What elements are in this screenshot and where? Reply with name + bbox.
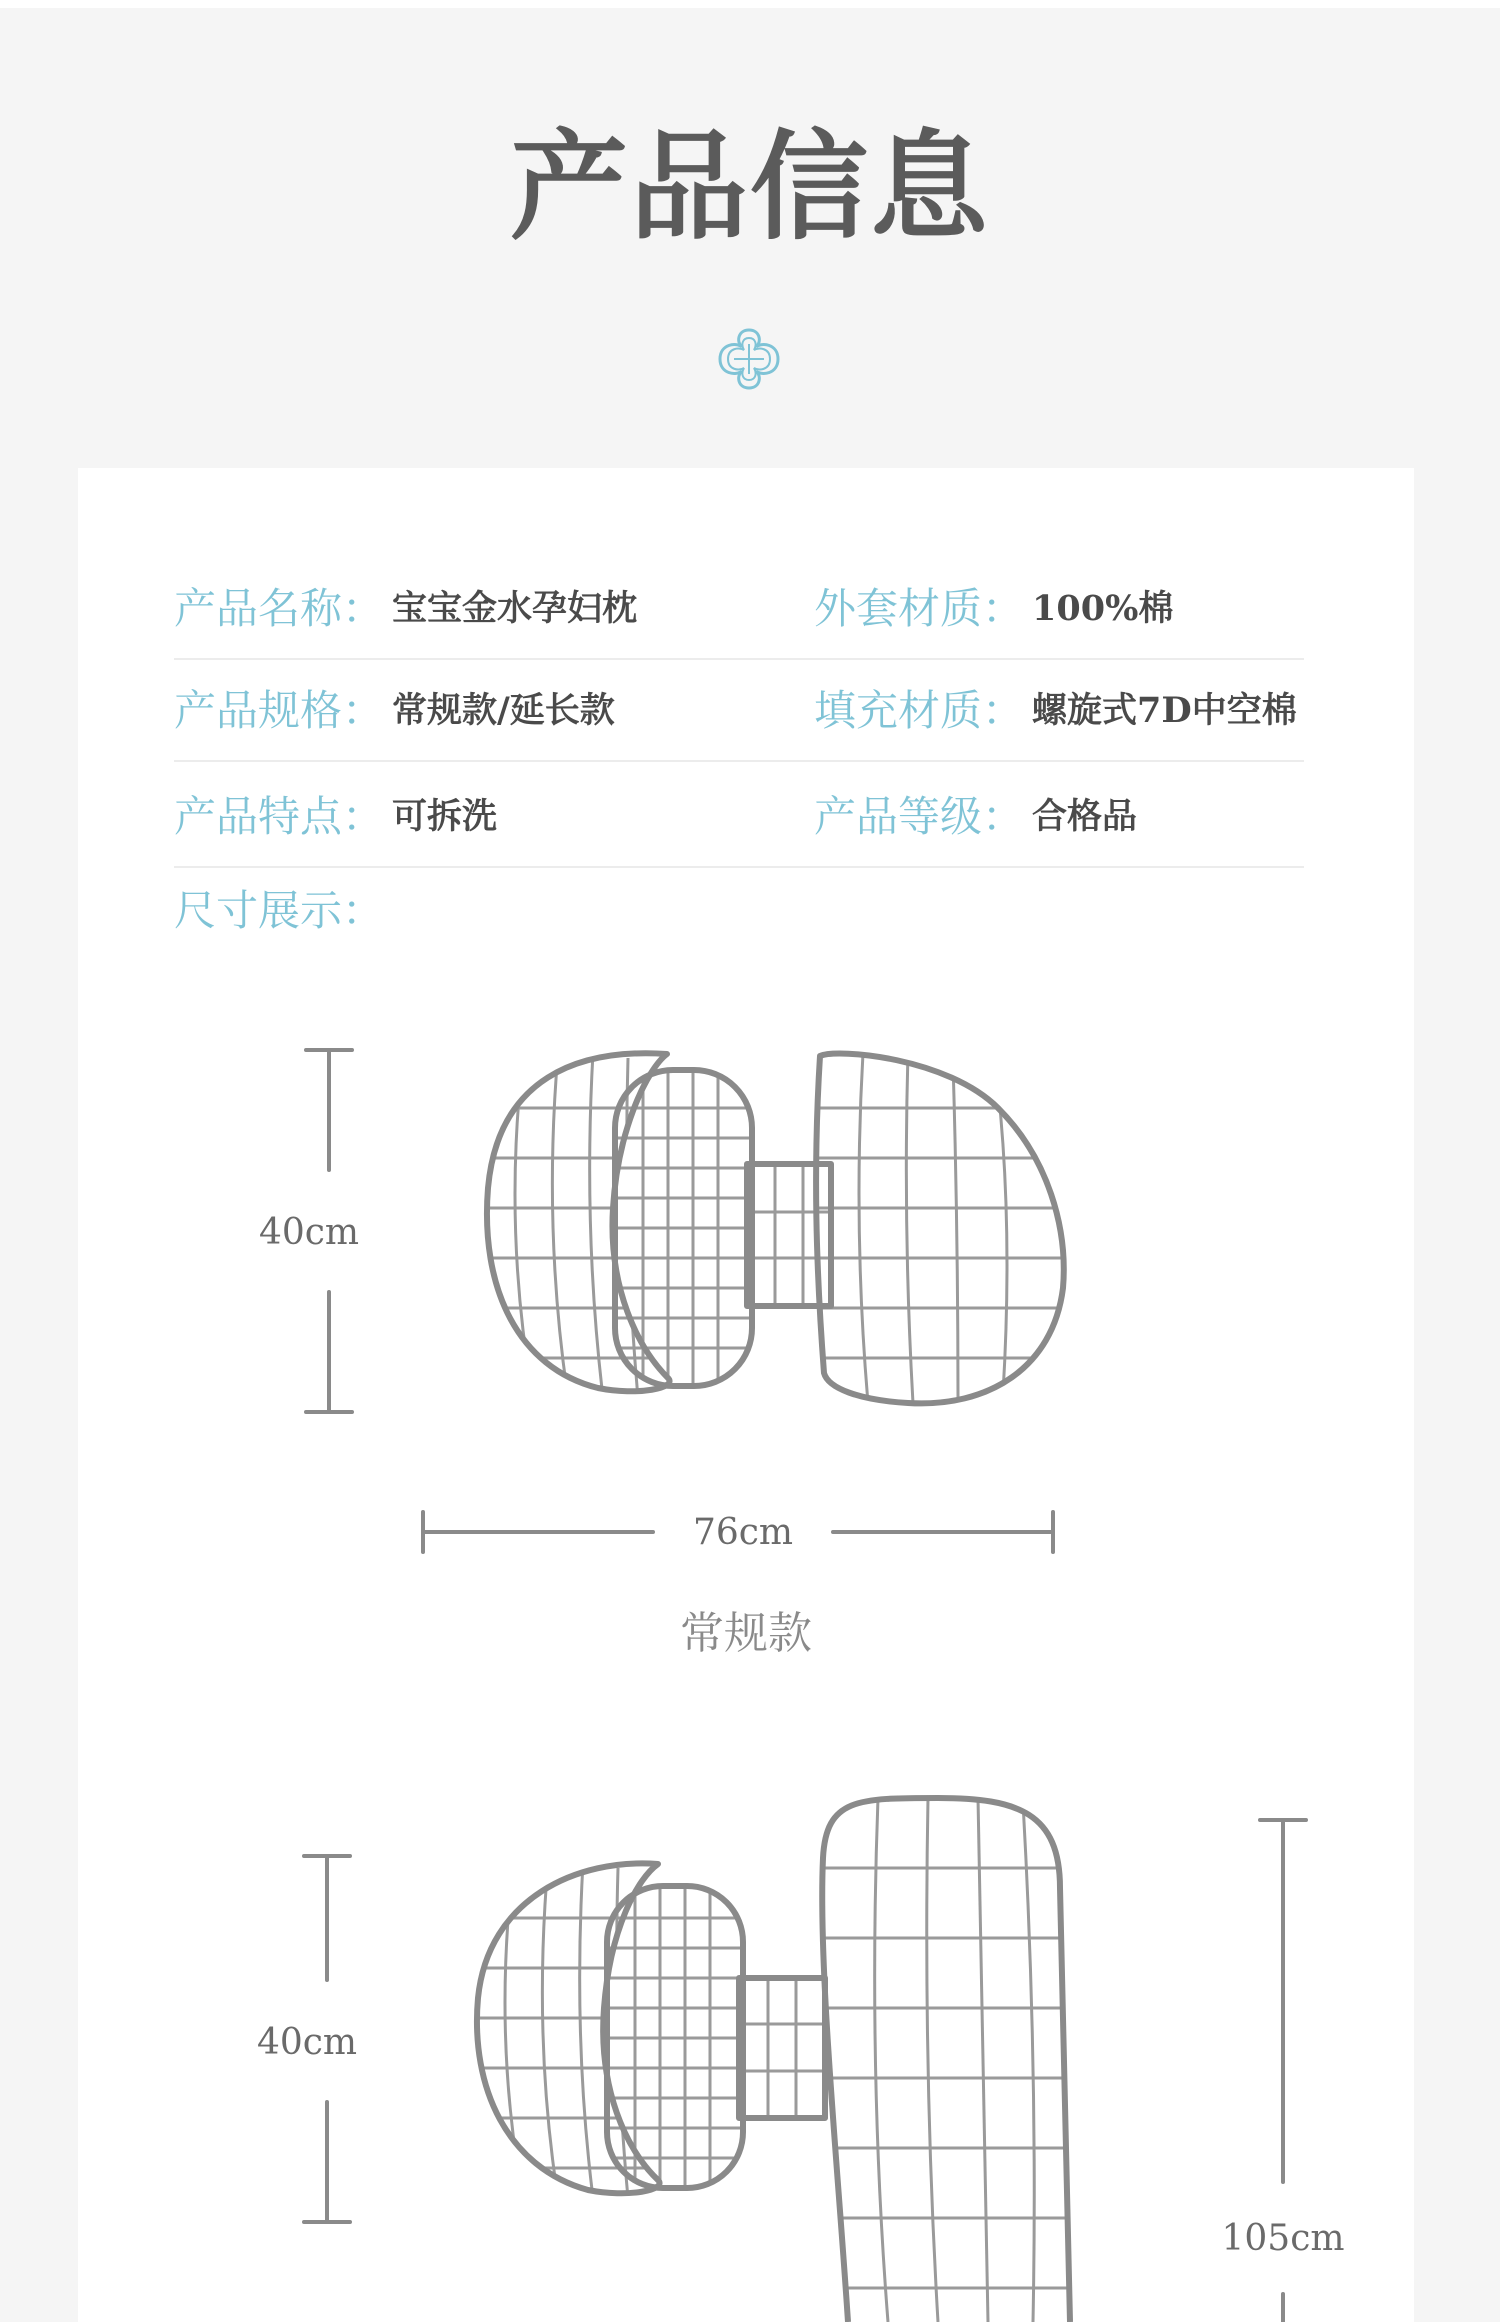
product-spec-value: 常规款/延长款 <box>392 690 615 731</box>
cover-material-label: 外套材质： <box>814 584 1025 633</box>
extended-pillow-outline <box>468 1798 1073 2322</box>
page-title: 产品信息 <box>509 117 990 256</box>
product-name-value: 宝宝金水孕妇枕 <box>392 588 638 629</box>
regular-width-label: 76cm <box>692 1512 794 1553</box>
regular-height-label: 40cm <box>258 1212 360 1253</box>
extended-length-label: 105cm <box>1221 2218 1345 2259</box>
product-info-card <box>78 468 1414 2322</box>
regular-caption: 常规款 <box>680 1608 812 1659</box>
filling-material-label: 填充材质： <box>814 686 1025 735</box>
filling-material-value: 螺旋式7D中空棉 <box>1032 690 1297 731</box>
flower-ornament-icon <box>716 326 782 392</box>
top-strip <box>0 0 1500 8</box>
extended-height-label: 40cm <box>256 2022 358 2063</box>
cover-material-value: 100%棉 <box>1032 588 1174 629</box>
product-grade-value: 合格品 <box>1032 796 1138 837</box>
pillow-size-diagrams <box>78 468 1414 2322</box>
product-name-label: 产品名称： <box>174 584 385 633</box>
product-feature-value: 可拆洗 <box>392 796 498 837</box>
regular-pillow-outline <box>478 1053 1068 1403</box>
size-display-label: 尺寸展示： <box>174 886 385 935</box>
product-spec-label: 产品规格： <box>174 686 385 735</box>
product-feature-label: 产品特点： <box>174 792 385 841</box>
product-grade-label: 产品等级： <box>814 792 1025 841</box>
